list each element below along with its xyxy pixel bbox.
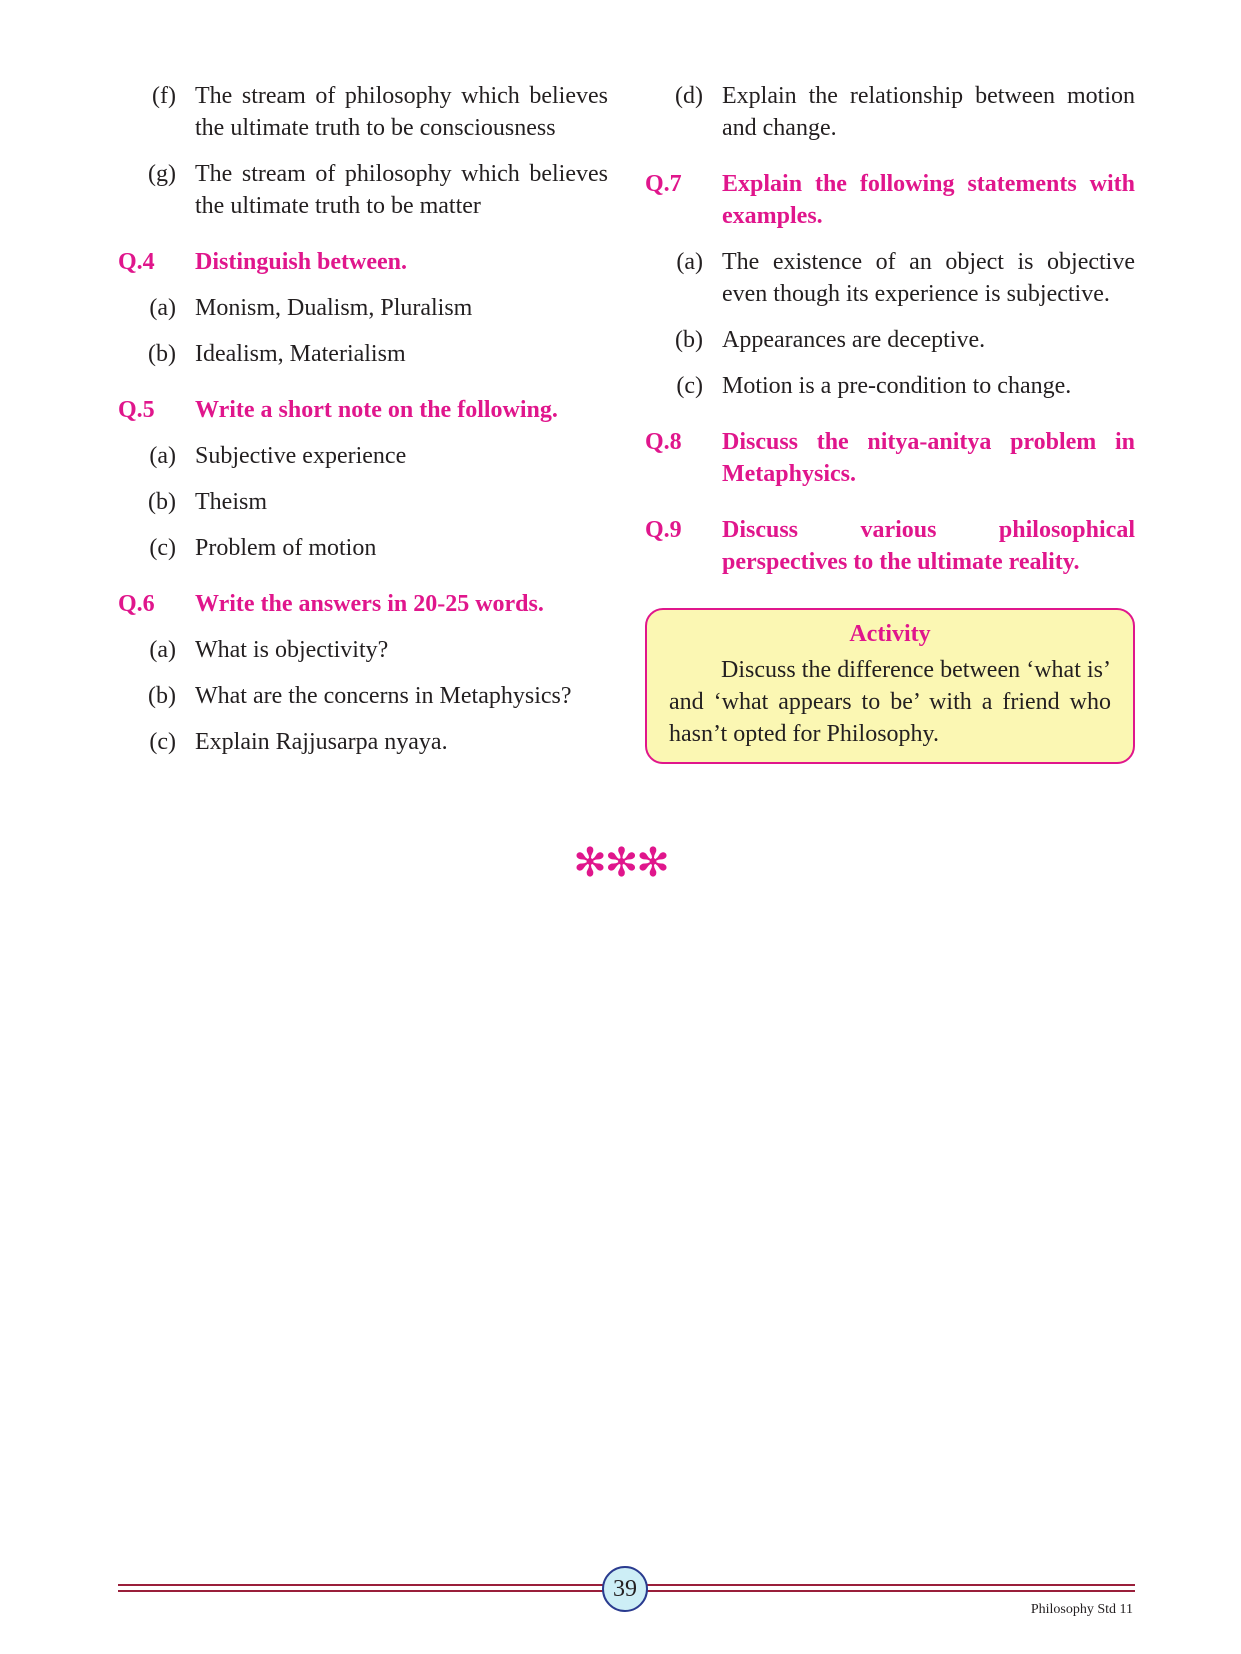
- list-item: [118, 634, 608, 666]
- list-item: [118, 486, 608, 518]
- list-item: [118, 726, 608, 758]
- item-text: Explain Rajjusarpa nyaya.: [195, 729, 448, 755]
- list-item: [118, 532, 608, 564]
- item-label: (c): [149, 729, 176, 755]
- item-text: Explain the relationship between motion and change.: [722, 83, 1135, 141]
- list-item: [645, 370, 1135, 402]
- activity-title: Activity: [849, 621, 931, 647]
- item-label: (b): [675, 327, 703, 353]
- question-title: Distinguish between.: [195, 249, 408, 275]
- item-label: (b): [148, 341, 176, 367]
- item-text: Motion is a pre-condition to change.: [722, 373, 1072, 399]
- question-heading-q5: [118, 394, 608, 426]
- list-item: [118, 440, 608, 472]
- item-text: The stream of philosophy which believes the ultimate truth to be matter: [195, 161, 608, 219]
- section-end-ornament: ✻✻✻: [573, 840, 668, 886]
- item-text: Problem of motion: [195, 535, 377, 561]
- question-heading-q8: [645, 426, 1135, 490]
- question-heading-q7: [645, 168, 1135, 232]
- item-text: The stream of philosophy which believes the ultimate truth to be consciousness: [195, 83, 608, 141]
- question-title: Write the answers in 20-25 words.: [195, 591, 544, 617]
- item-label: (b): [148, 489, 176, 515]
- list-item: [118, 338, 608, 370]
- item-text: Subjective experience: [195, 443, 407, 469]
- item-text: Idealism, Materialism: [195, 341, 406, 367]
- page-number: 39: [602, 1566, 648, 1612]
- item-label: (b): [148, 683, 176, 709]
- left-column: [118, 80, 608, 772]
- question-number: Q.9: [645, 517, 682, 543]
- list-item: [118, 80, 608, 144]
- item-label: (f): [152, 83, 176, 109]
- question-title: Write a short note on the following.: [195, 397, 558, 423]
- item-text: Appearances are deceptive.: [722, 327, 986, 353]
- item-text: What are the concerns in Metaphysics?: [195, 683, 572, 709]
- item-label: (c): [676, 373, 703, 399]
- item-label: (a): [149, 295, 176, 321]
- question-heading-q9: [645, 514, 1135, 578]
- item-label: (a): [149, 443, 176, 469]
- list-item: [645, 80, 1135, 144]
- activity-body: Discuss the difference between ‘what is’ and ‘what appears to be’ with a friend who hasn’t opted for Philosophy.: [669, 657, 1111, 747]
- item-label: (c): [149, 535, 176, 561]
- item-text: The existence of an object is objective even though its experience is subjective.: [722, 249, 1135, 307]
- list-item: [118, 292, 608, 324]
- question-number: Q.7: [645, 171, 682, 197]
- right-column: [645, 80, 1135, 764]
- item-text: Monism, Dualism, Pluralism: [195, 295, 473, 321]
- list-item: [118, 158, 608, 222]
- item-label: (d): [675, 83, 703, 109]
- question-number: Q.8: [645, 429, 682, 455]
- question-title: Discuss various philosophical perspectives to the ultimate reality.: [722, 517, 1135, 575]
- question-number: Q.6: [118, 591, 155, 617]
- question-title: Discuss the nitya-anitya problem in Metaphysics.: [722, 429, 1135, 487]
- question-heading-q4: [118, 246, 608, 278]
- question-number: Q.4: [118, 249, 155, 275]
- list-item: [645, 324, 1135, 356]
- book-title-footer: Philosophy Std 11: [1030, 1602, 1133, 1617]
- question-title: Explain the following statements with examples.: [722, 171, 1135, 229]
- item-text: What is objectivity?: [195, 637, 389, 663]
- question-number: Q.5: [118, 397, 155, 423]
- question-heading-q6: [118, 588, 608, 620]
- activity-box: [645, 608, 1135, 764]
- item-label: (a): [149, 637, 176, 663]
- item-label: (g): [148, 161, 176, 187]
- list-item: [118, 680, 608, 712]
- item-text: Theism: [195, 489, 267, 515]
- item-label: (a): [676, 249, 703, 275]
- list-item: [645, 246, 1135, 310]
